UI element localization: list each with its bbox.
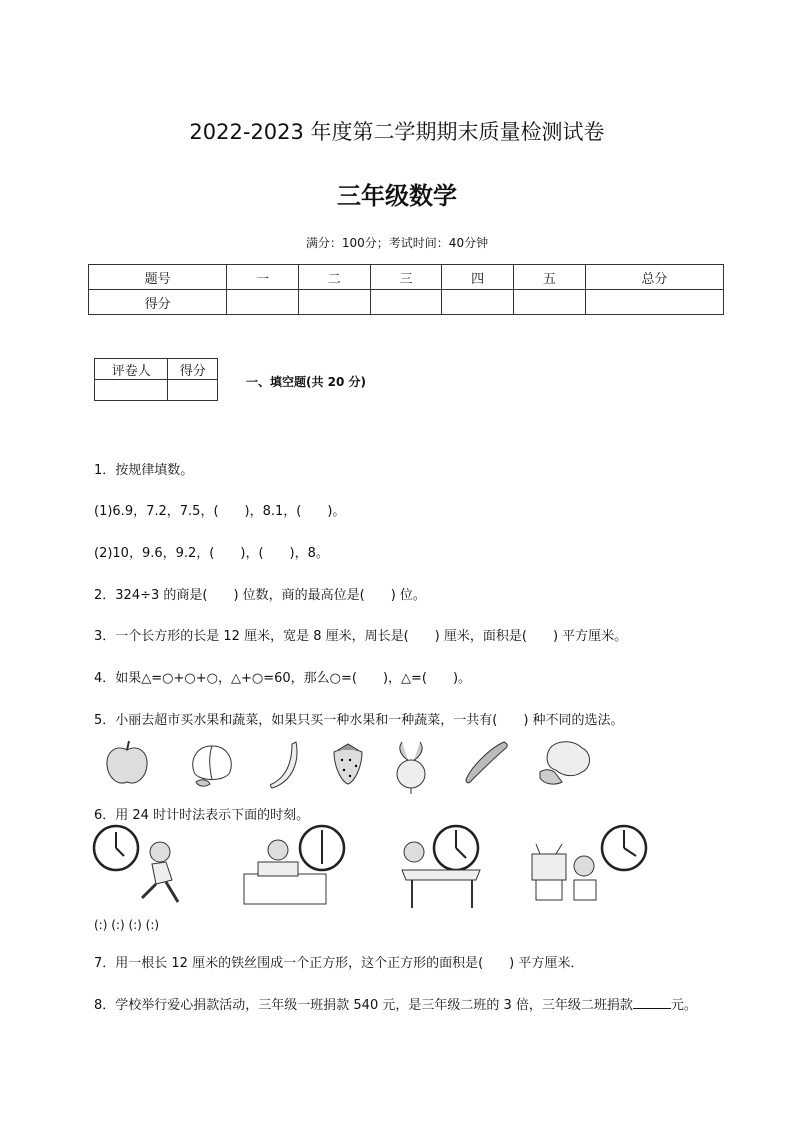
question-3: 3．一个长方形的长是 12 厘米，宽是 8 厘米，周长是( ) 厘米，面积是( ) 平方厘米。 bbox=[94, 629, 628, 644]
question-8-unit: 元。 bbox=[670, 998, 697, 1013]
strawberry-icon bbox=[328, 738, 368, 788]
exam-info: 满分：100分；考试时间：40分钟 bbox=[305, 236, 489, 250]
question-1b: (2)10，9.6，9.2，( )，( )，8。 bbox=[94, 546, 329, 561]
score-blank-cell[interactable] bbox=[298, 290, 370, 315]
grader-header: 得分 bbox=[168, 359, 218, 380]
question-6-answers: (:) (:) (:) (:) bbox=[94, 918, 160, 932]
score-table bbox=[88, 264, 724, 315]
grader-header: 评卷人 bbox=[95, 359, 168, 380]
clock-scene-1 bbox=[92, 822, 192, 912]
score-blank-cell[interactable] bbox=[227, 290, 299, 315]
score-table-header-row bbox=[89, 265, 724, 290]
score-cell: 二 bbox=[298, 265, 370, 290]
score-blank-cell[interactable] bbox=[442, 290, 514, 315]
question-1a: (1)6.9，7.2，7.5，( )，8.1，( )。 bbox=[94, 504, 346, 519]
score-blank-cell[interactable] bbox=[585, 290, 723, 315]
score-cell: 四 bbox=[442, 265, 514, 290]
score-blank-cell[interactable] bbox=[514, 290, 586, 315]
score-blank-cell[interactable] bbox=[370, 290, 442, 315]
score-cell: 总分 bbox=[585, 265, 723, 290]
question-1: 1．按规律填数。 bbox=[94, 463, 194, 478]
fruit-vegetable-pictures bbox=[96, 738, 616, 798]
radish-icon bbox=[386, 738, 436, 796]
exam-title: 2022-2023 年度第二学期期末质量检测试卷 bbox=[189, 120, 605, 144]
cucumber-icon bbox=[460, 738, 512, 786]
exam-subtitle: 三年级数学 bbox=[337, 182, 457, 210]
score-cell: 一 bbox=[227, 265, 299, 290]
answer-blank[interactable] bbox=[633, 996, 671, 1009]
apple-icon bbox=[102, 738, 152, 788]
peach-icon bbox=[186, 738, 238, 790]
score-cell: 五 bbox=[514, 265, 586, 290]
grader-blank-cell[interactable] bbox=[95, 380, 168, 401]
score-row-label: 得分 bbox=[89, 290, 227, 315]
cabbage-icon bbox=[532, 738, 596, 788]
section-title: 一、填空题(共 20 分) bbox=[246, 375, 367, 389]
score-table-score-row bbox=[89, 290, 724, 315]
banana-icon bbox=[266, 738, 306, 794]
clock-scenes bbox=[92, 822, 652, 914]
question-6: 6．用 24 时计时法表示下面的时刻。 bbox=[94, 808, 310, 823]
clock-scene-3 bbox=[392, 822, 492, 912]
question-8-text: 8．学校举行爱心捐款活动，三年级一班捐款 540 元，是三年级二班的 3 倍，三年级二班捐款 bbox=[94, 998, 633, 1013]
clock-scene-4 bbox=[530, 822, 652, 912]
score-cell: 题号 bbox=[89, 265, 227, 290]
question-8 bbox=[94, 994, 697, 1013]
clock-scene-2 bbox=[240, 822, 360, 912]
grader-table bbox=[94, 358, 218, 401]
score-cell: 三 bbox=[370, 265, 442, 290]
grader-blank-cell[interactable] bbox=[168, 380, 218, 401]
question-7: 7．用一根长 12 厘米的铁丝围成一个正方形，这个正方形的面积是( ) 平方厘米． bbox=[94, 956, 584, 971]
question-4: 4．如果△=○+○+○，△+○=60，那么○=( )，△=( )。 bbox=[94, 671, 472, 686]
question-5: 5．小丽去超市买水果和蔬菜，如果只买一种水果和一种蔬菜，一共有( ) 种不同的选法。 bbox=[94, 713, 624, 728]
question-2: 2．324÷3 的商是( ) 位数，商的最高位是( ) 位。 bbox=[94, 588, 426, 603]
